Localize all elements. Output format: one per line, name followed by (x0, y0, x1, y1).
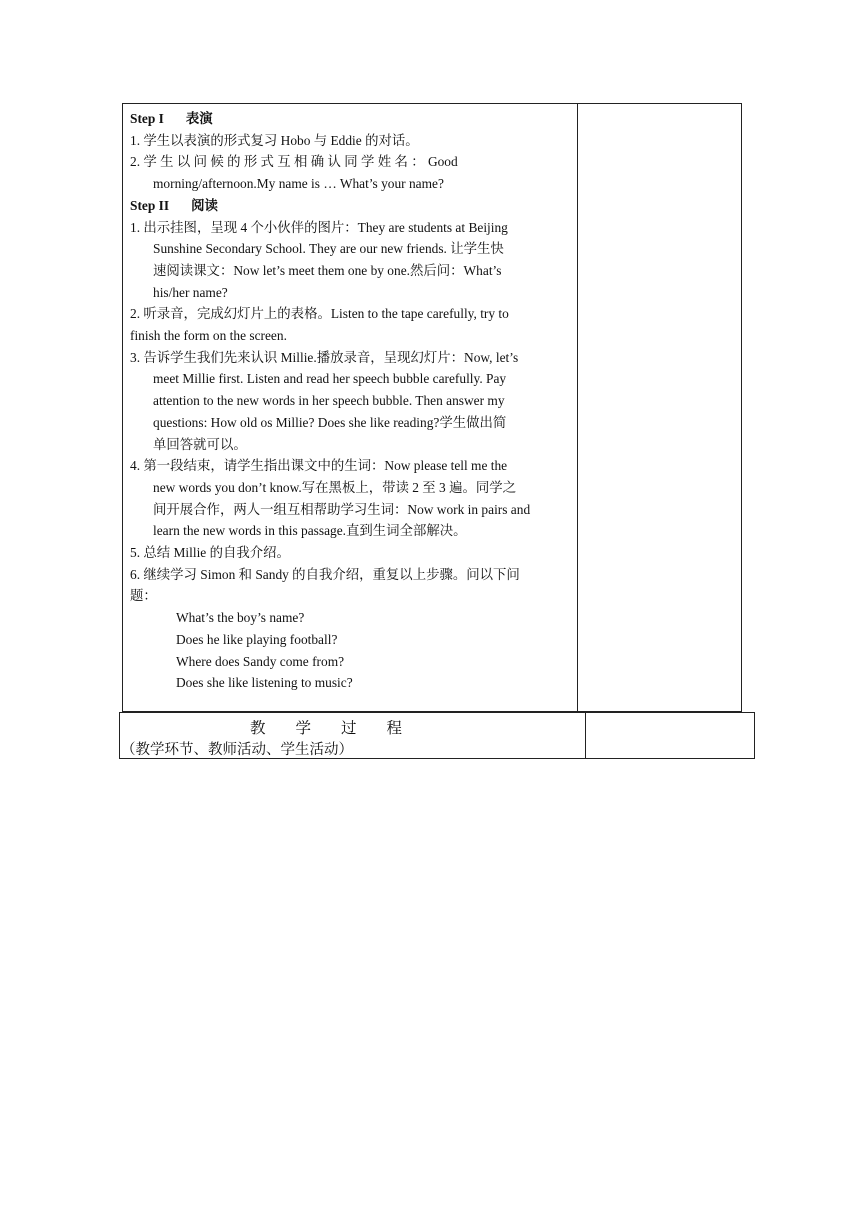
question-item: What’s the boy’s name? (176, 610, 305, 626)
process-title: 教学过程 (250, 720, 433, 737)
step-label: Step I (130, 111, 164, 126)
step-item: 5. 总结 Millie 的自我介绍。 (130, 545, 290, 561)
step-item: 1. 出示挂图，呈现 4 个小伙伴的图片：They are students at Beijing (130, 219, 508, 235)
lesson-steps-table (122, 103, 742, 712)
step-heading (130, 108, 570, 130)
step-item-cont: his/her name? (153, 284, 228, 300)
step-item-cont: 单回答就可以。 (153, 436, 247, 452)
step-item-cont: questions: How old os Millie? Does she like reading?学生做出简 (153, 414, 507, 430)
step-item: 1. 学生以表演的形式复习 Hobo 与 Eddie 的对话。 (130, 132, 419, 148)
step-item: 4. 第一段结束，请学生指出课文中的生词：Now please tell me the (130, 458, 508, 474)
question-item: Where does Sandy come from? (176, 653, 345, 669)
step-heading (130, 195, 570, 217)
step-item: 2. 听录音，完成幻灯片上的表格。Listen to the tape carefully, try to (130, 306, 509, 322)
step-title: 表演 (185, 111, 213, 126)
question-item: Does she like listening to music? (176, 675, 353, 691)
column-divider (577, 104, 578, 711)
step-item: 3. 告诉学生我们先来认识 Millie.播放录音，呈现幻灯片：Now, let’s (130, 349, 519, 365)
step-item-cont: Sunshine Secondary School. They are our new friends. 让学生快 (153, 241, 504, 257)
step-item-cont: 间开展合作，两人一组互相帮助学习生词：Now work in pairs and (153, 501, 531, 517)
step-item-cont: 速阅读课文：Now let’s meet them one by one.然后问：What’s (153, 262, 502, 278)
step-item: 6. 继续学习 Simon 和 Sandy 的自我介绍，重复以上步骤。问以下问 (130, 566, 520, 582)
step-item-cont: new words you don’t know.写在黑板上，带读 2 至 3 遍。同学之 (153, 479, 517, 495)
process-subtitle: （教学环节、教师活动、学生活动） (121, 742, 353, 758)
step-item-cont: learn the new words in this passage.直到生词全部解决。 (153, 523, 467, 539)
lesson-steps-content (130, 108, 570, 694)
step-item-cont: 题： (130, 588, 157, 604)
step-item: 2. 学 生 以 问 候 的 形 式 互 相 确 认 同 学 姓 名 ： Good (130, 154, 458, 170)
step-title: 阅读 (191, 197, 218, 213)
step-item-cont: meet Millie first. Listen and read her speech bubble carefully. Pay (153, 371, 507, 387)
step-item-cont: attention to the new words in her speech bubble. Then answer my (153, 393, 505, 409)
step-label: Step II (130, 197, 170, 213)
step-item-cont: morning/afternoon.My name is … What’s your name? (153, 176, 444, 192)
teaching-process-table (119, 712, 755, 759)
question-item: Does he like playing football? (176, 631, 338, 647)
step-item-cont: finish the form on the screen. (130, 328, 287, 344)
column-divider (585, 713, 586, 758)
